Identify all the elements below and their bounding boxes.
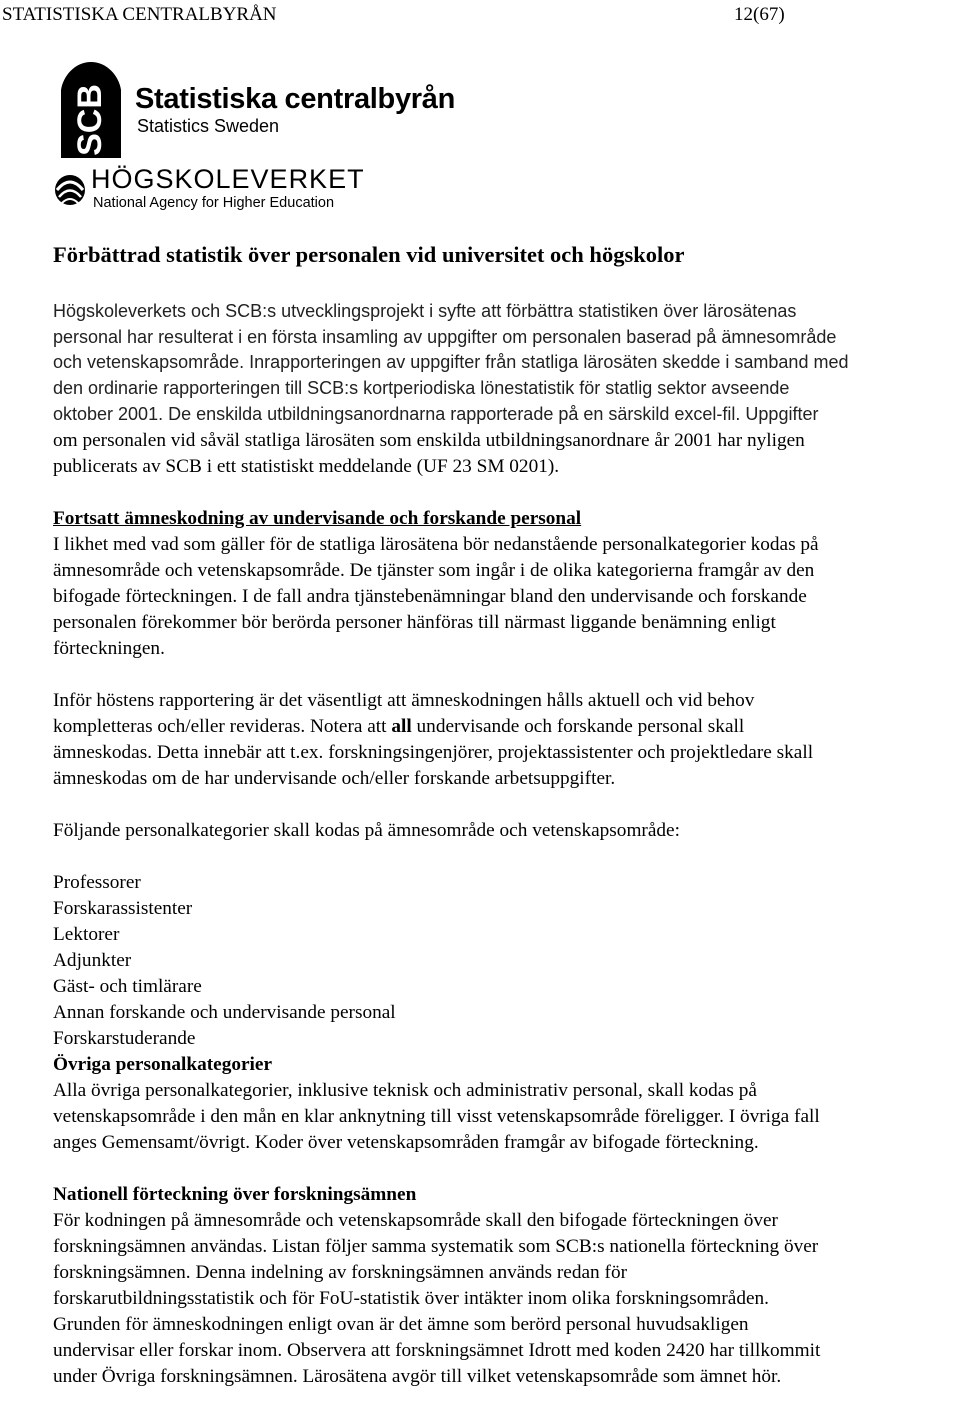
logo-block bbox=[53, 58, 473, 218]
list-item: Professorer bbox=[53, 871, 141, 893]
paragraph-line bbox=[53, 714, 960, 740]
section-line: vetenskapsområde i den mån en klar anknytning till visst vetenskapsområde föreligger. I övriga fall bbox=[53, 1105, 820, 1127]
paragraph-line: Följande personalkategorier skall kodas på ämnesområde och vetenskapsområde: bbox=[53, 819, 680, 841]
category-list bbox=[53, 870, 960, 1052]
scb-logo-icon bbox=[59, 60, 123, 158]
scb-subtitle: Statistics Sweden bbox=[137, 116, 280, 136]
section-ämneskodning bbox=[53, 506, 960, 662]
paragraph-line: ämneskodas. Detta innebär att t.ex. forskningsingenjörer, projektassistenter och projektledare skall bbox=[53, 741, 814, 763]
hsv-subtitle: National Agency for Higher Education bbox=[93, 195, 335, 211]
document-body bbox=[53, 240, 960, 1390]
section-line: forskarutbildningsstatistik och för FoU-statistik över intäkter inom olika forskningsområden. bbox=[53, 1287, 769, 1309]
section-line: bifogade förteckningen. I de fall andra tjänstebenämningar bland den undervisande och forskande bbox=[53, 585, 807, 607]
section-line: forskningsämnen användas. Listan följer samma systematik som SCB:s nationella förteckning över bbox=[53, 1235, 819, 1257]
section-line: Alla övriga personalkategorier, inklusive teknisk och administrativ personal, skall kodas på bbox=[53, 1079, 757, 1101]
section-line: ämnesområde och vetenskapsområde. De tjänster som ingår i de olika kategorierna framgår av den bbox=[53, 559, 815, 581]
list-item: Gäst- och timlärare bbox=[53, 975, 202, 997]
intro-line: om personalen vid såväl statliga lärosäten som enskilda utbildningsanordnare år 2001 har nyligen bbox=[53, 429, 805, 451]
scb-name: Statistiska centralbyrån bbox=[135, 83, 455, 115]
header-agency: STATISTISKA CENTRALBYRÅN bbox=[2, 4, 277, 25]
section-heading: Nationell förteckning över forskningsämnen bbox=[53, 1183, 417, 1205]
list-item: Forskarassistenter bbox=[53, 897, 193, 919]
section-heading: Fortsatt ämneskodning av undervisande och forskande personal bbox=[53, 507, 582, 529]
hsv-logo bbox=[53, 164, 473, 218]
page-number: 12(67) bbox=[734, 4, 785, 25]
paragraph-line: Inför höstens rapportering är det väsentligt att ämneskodningen hålls aktuell och vid behov bbox=[53, 689, 755, 711]
hsv-name: HÖGSKOLEVERKET bbox=[91, 164, 365, 194]
text-run: undervisande och forskande personal skall bbox=[411, 715, 745, 737]
paragraph-line: ämneskodas om de har undervisande och/eller forskande arbetsuppgifter. bbox=[53, 767, 616, 789]
list-item: Adjunkter bbox=[53, 949, 132, 971]
list-item: Lektorer bbox=[53, 923, 120, 945]
intro-line: och vetenskapsområde. Inrapporteringen av uppgifter från statliga lärosäten skedde i samband med bbox=[53, 352, 849, 373]
list-item: Forskarstuderande bbox=[53, 1027, 196, 1049]
section-line: anges Gemensamt/övrigt. Koder över vetenskapsområden framgår av bifogade förteckning. bbox=[53, 1131, 759, 1153]
paragraph-kategorier-intro bbox=[53, 818, 960, 844]
section-line: personalen förekommer bör berörda personer hänföras till närmast liggande benämning enligt bbox=[53, 611, 776, 633]
text-run: kompletteras och/eller revideras. Notera att bbox=[53, 715, 392, 737]
intro-line: oktober 2001. De enskilda utbildningsanordnarna rapporterade på en särskild excel-fil. Uppgifter bbox=[53, 403, 819, 424]
intro-line: personal har resulterat i en första insamling av uppgifter om personalen baserad på ämnesområde bbox=[53, 326, 837, 347]
list-item: Annan forskande och undervisande personal bbox=[53, 1001, 396, 1023]
scb-mark-text: SCB bbox=[71, 84, 109, 156]
section-heading: Övriga personalkategorier bbox=[53, 1053, 273, 1075]
section-line: forskningsämnen. Denna indelning av forskningsämnen används redan för bbox=[53, 1261, 628, 1283]
section-line: under Övriga forskningsämnen. Lärosätena avgör till vilket vetenskapsområde som ämnet hör. bbox=[53, 1365, 782, 1387]
intro-line: Högskoleverkets och SCB:s utvecklingsprojekt i syfte att förbättra statistiken över lärosätenas bbox=[53, 301, 797, 321]
intro-line: den ordinarie rapporteringen till SCB:s kortperiodiska lönestatistik för statlig sektor avseende bbox=[53, 378, 790, 399]
section-line: Grunden för ämneskodningen enligt ovan är det ämne som berörd personal huvudsakligen bbox=[53, 1313, 749, 1335]
section-forteckning bbox=[53, 1182, 960, 1390]
scb-logo bbox=[53, 58, 473, 158]
intro-paragraph bbox=[53, 299, 960, 480]
section-line: För kodningen på ämnesområde och vetenskapsområde skall den bifogade förteckningen över bbox=[53, 1209, 778, 1231]
paragraph-rapportering bbox=[53, 688, 960, 792]
hsv-logo-icon bbox=[53, 166, 87, 214]
section-line: I likhet med vad som gäller för de statliga lärosätena bör nedanstående personalkategorier kodas på bbox=[53, 533, 819, 555]
section-ovriga bbox=[53, 1052, 960, 1156]
intro-line: publicerats av SCB i ett statistiskt meddelande (UF 23 SM 0201). bbox=[53, 455, 560, 477]
emphasis-all: all bbox=[391, 715, 412, 737]
section-line: förteckningen. bbox=[53, 637, 165, 659]
page-title: Förbättrad statistik över personalen vid universitet och högskolor bbox=[53, 242, 685, 267]
page-header bbox=[0, 4, 960, 28]
section-line: undervisar eller forskar inom. Observera att forskningsämnet Idrott med koden 2420 har tillkommit bbox=[53, 1339, 821, 1361]
